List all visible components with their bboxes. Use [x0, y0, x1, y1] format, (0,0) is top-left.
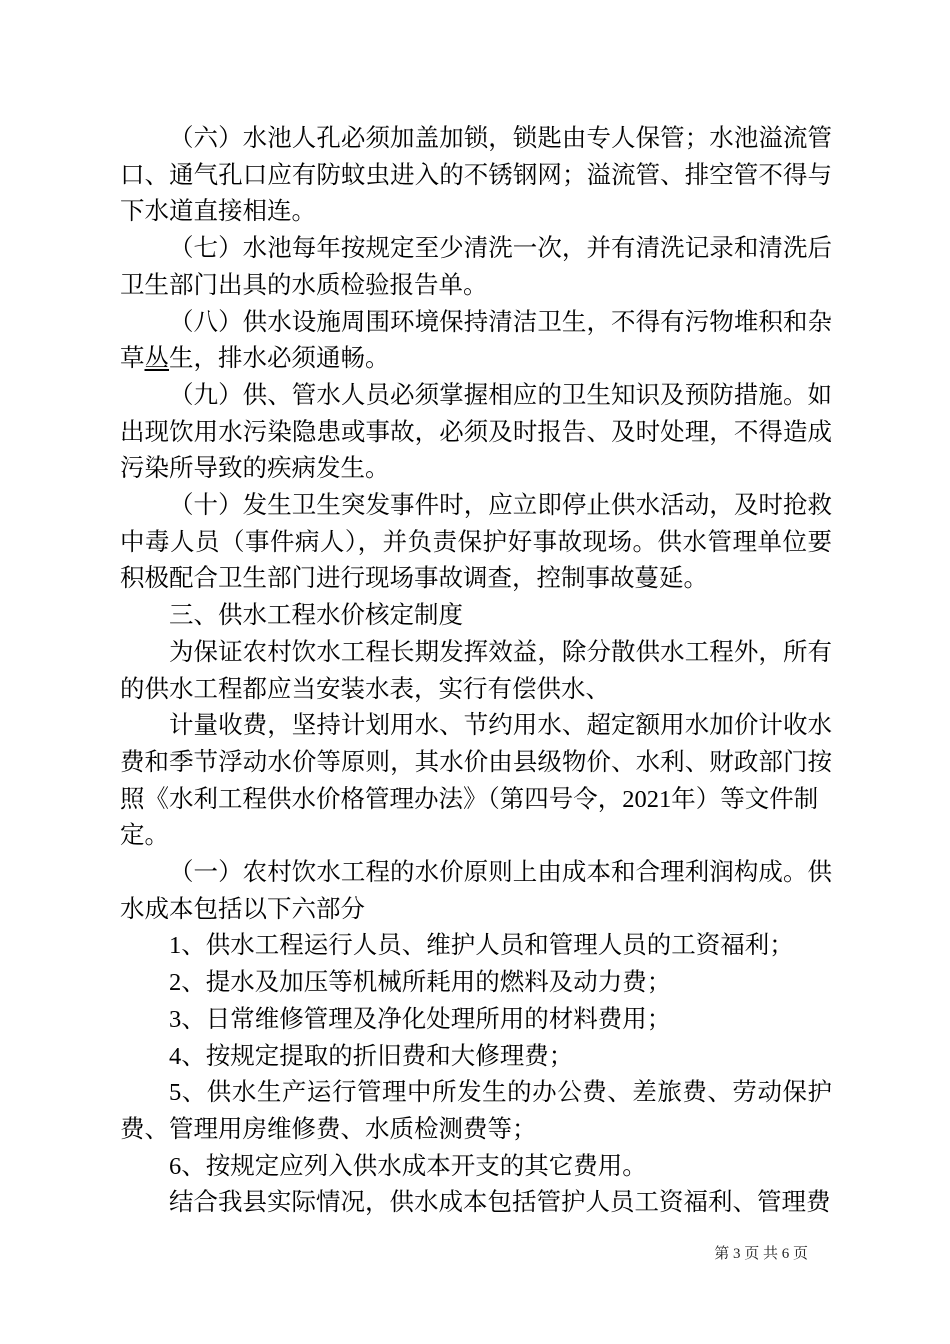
- paragraph-rule-6: （六）水池人孔必须加盖加锁，锁匙由专人保管；水池溢流管口、通气孔口应有防蚊虫进入的不锈钢网；溢流管、排空管不得与下水道直接相连。: [120, 125, 832, 226]
- page-number: [714, 1245, 808, 1263]
- paragraph-text-after: 生，排水必须通畅。: [169, 345, 390, 373]
- paragraph-rule-9: （九）供、管水人员必须掌握相应的卫生知识及预防措施。如出现饮用水污染隐患或事故，必须及时报告、及时处理，不得造成污染所导致的疾病发生。: [120, 381, 832, 483]
- list-item-1: 1、供水工程运行人员、维护人员和管理人员的工资福利；: [169, 932, 794, 960]
- paragraph-rule-8: [120, 305, 832, 378]
- paragraph-county-situation: 结合我县实际情况，供水成本包括管护人员工资福利、管理费: [169, 1189, 831, 1217]
- list-item-4: 4、按规定提取的折旧费和大修理费；: [169, 1042, 574, 1070]
- page-number-label: 第 3 页 共 6 页: [714, 1246, 808, 1262]
- paragraph-text-line-b: 定。: [120, 822, 169, 850]
- paragraph-pricing-intro: 为保证农村饮水工程长期发挥效益，除分散供水工程外，所有的供水工程都应当安装水表，实行有偿供水、: [120, 638, 832, 703]
- list-item-5: 5、供水生产运行管理中所发生的办公费、差旅费、劳动保护费、管理用房维修费、水质检测费等；: [120, 1079, 832, 1143]
- section-heading-3: 三、供水工程水价核定制度: [169, 602, 463, 630]
- paragraph-rule-10: （十）发生卫生突发事件时，应立即停止供水活动，及时抢救中毒人员（事件病人），并负责保护好事故现场。供水管理单位要积极配合卫生部门进行现场事故调查，控制事故蔓延。: [120, 492, 832, 593]
- paragraph-text-before: （八）供水设施周围环境保持清洁卫生，不得有污物堆积和杂草: [120, 308, 832, 373]
- paragraph-text-line-a: 计量收费，坚持计划用水、节约用水、超定额用水加价计收水费和季节浮动水价等原则，其水价由县级物价、水利、财政部门按照《水利工程供水价格管理办法》（第四号令，2021年）等文件制: [120, 712, 832, 813]
- list-item-2: 2、提水及加压等机械所耗用的燃料及动力费；: [169, 969, 672, 997]
- paragraph-metered-charging: [120, 708, 832, 855]
- paragraph-rule-7: （七）水池每年按规定至少清洗一次，并有清洗记录和清洗后卫生部门出具的水质检验报告单。: [120, 235, 832, 299]
- paragraph-cost-composition: （一）农村饮水工程的水价原则上由成本和合理利润构成。供水成本包括以下六部分: [120, 859, 832, 923]
- underlined-char: 丛: [144, 345, 169, 373]
- list-item-3: 3、日常维修管理及净化处理所用的材料费用；: [169, 1005, 672, 1033]
- list-item-6: 6、按规定应列入供水成本开支的其它费用。: [169, 1152, 647, 1180]
- document-body: [120, 121, 832, 1222]
